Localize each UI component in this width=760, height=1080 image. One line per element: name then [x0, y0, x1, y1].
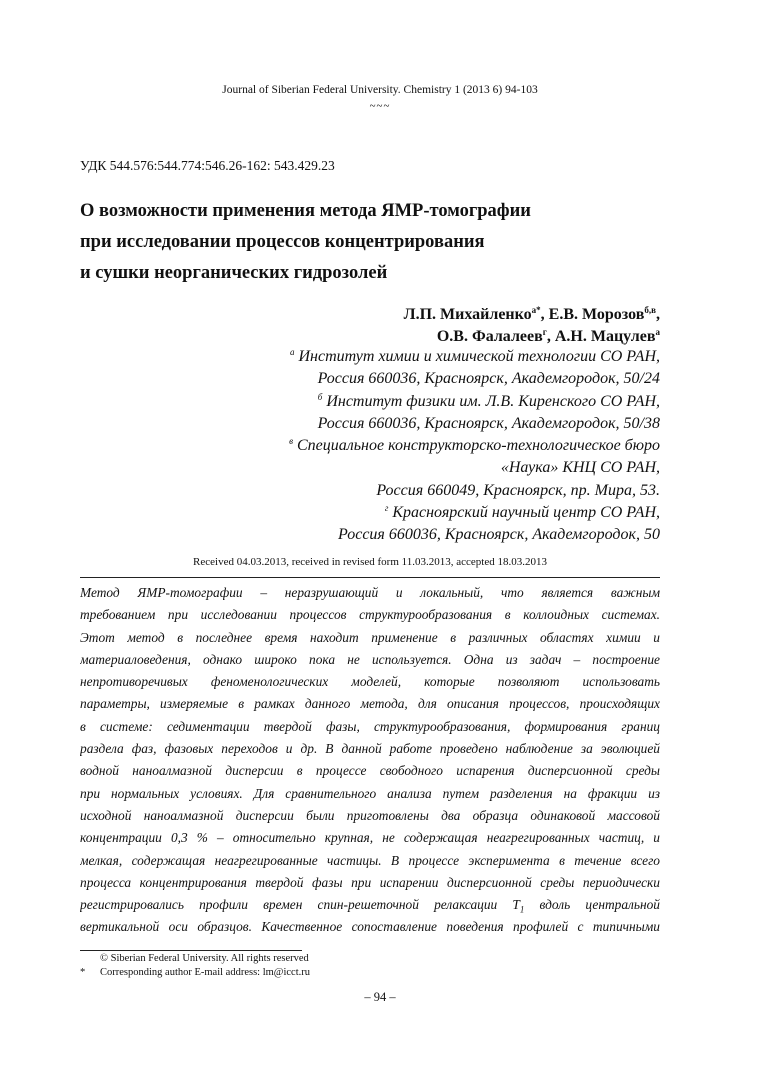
- author-name: , А.Н. Мацулев: [546, 328, 656, 345]
- footnote-mark: *: [80, 967, 86, 978]
- abstract-line: раздела фаз, фазовых переходов и др. В данной работе проведено наблюдение за эволюцией: [80, 741, 660, 757]
- authors-line: [404, 326, 660, 348]
- abstract-text: вдоль центральной: [524, 897, 660, 913]
- footnote-corresponding: [80, 967, 310, 978]
- abstract-line: [80, 894, 660, 916]
- affiliation-line: Россия 660049, Красноярск, пр. Мира, 53.: [376, 481, 660, 499]
- affiliation-text: Институт физики им. Л.В. Киренского СО РАН,: [322, 392, 660, 410]
- udk-code: УДК 544.576:544.774:546.26-162: 543.429.23: [80, 158, 335, 173]
- abstract-line: при нормальных условиях. Для сравнительного анализа путем разделения на фракции из: [80, 785, 660, 801]
- abstract-line: Этот метод в последнее время находит применение в различных областях химии и: [80, 629, 660, 645]
- abstract-line: исходной наноалмазной дисперсии были приготовлены два образца одинаковой массовой: [80, 807, 660, 823]
- abstract-line: Метод ЯМР-томографии – неразрушающий и локальный, что является важным: [80, 585, 660, 600]
- t1-symbol: [512, 897, 525, 915]
- author-affil-mark: б,в: [644, 305, 656, 315]
- affiliation-mark: в: [289, 436, 293, 447]
- title-line: при исследовании процессов концентрирования: [80, 232, 485, 252]
- affiliation-line: [289, 502, 660, 524]
- abstract-line: процесса концентрирования твердой фазы при испарении дисперсионной среды периодически: [80, 874, 660, 890]
- affiliation-mark: г: [384, 503, 389, 514]
- author-name: О.В. Фалалеев: [436, 328, 543, 345]
- affiliation-text: Красноярский научный центр СО РАН,: [388, 504, 660, 522]
- abstract-line: мелкая, содержащая неагрегированные частицы. В процессе эксперимента в течение всего: [80, 852, 660, 868]
- affiliation-line: Россия 660036, Красноярск, Академгородок, 50/38: [317, 414, 660, 432]
- author-affil-mark: а*: [531, 305, 541, 315]
- affiliation-line: «Наука» КНЦ СО РАН,: [500, 459, 660, 477]
- title-line: О возможности применения метода ЯМР-томографии: [80, 201, 531, 221]
- abstract-line: непротиворечивых феноменологических моделей, которые позволяют использовать: [80, 674, 660, 690]
- journal-header: Journal of Siberian Federal University. Chemistry 1 (2013 6) 94-103: [222, 84, 538, 96]
- author-name: , Е.В. Морозов: [540, 306, 645, 323]
- author-separator: ,: [656, 306, 660, 323]
- abstract-text: регистрировались профили времен спин-решеточной релаксации: [80, 897, 513, 913]
- footnote-copyright: [80, 953, 309, 964]
- affiliation-text: Специальное конструкторско-технологическое бюро: [293, 437, 660, 455]
- abstract-line: концентрации 0,3 % – относительно крупная, не содержащая неагрегированных частиц, и: [80, 830, 660, 846]
- affiliation-line: Россия 660036, Красноярск, Академгородок, 50/24: [317, 370, 660, 388]
- affiliation-line: Россия 660036, Красноярск, Академгородок, 50: [338, 526, 660, 544]
- affiliation-text: Институт химии и химической технологии СО РАН,: [294, 348, 660, 365]
- author-affil-mark: а: [655, 327, 660, 337]
- t1-letter: T: [512, 897, 520, 913]
- title-line: и сушки неорганических гидрозолей: [80, 263, 388, 283]
- abstract-line: материаловедения, однако широко пока не используется. Одна из задач – построение: [80, 651, 660, 667]
- affiliations-block: [289, 346, 660, 547]
- footnote-divider: [80, 950, 302, 951]
- abstract-line: в системе: седиментации твердой фазы, структурообразования, формирования границ: [80, 718, 660, 734]
- authors-line: [404, 304, 660, 326]
- authors-block: [404, 304, 660, 348]
- page-number: – 94 –: [364, 990, 396, 1004]
- abstract-line: параметры, измеряемые в рамках данного метода, для описания процессов, происходящих: [80, 696, 660, 712]
- author-affil-mark: г: [542, 327, 547, 337]
- abstract-line: вертикальной оси образцов. Качественное сопоставление поведения профилей с типичными: [80, 919, 660, 935]
- affiliation-line: [289, 346, 660, 368]
- affiliation-mark: б: [317, 391, 323, 402]
- received-dates: Received 04.03.2013, received in revised form 11.03.2013, accepted 18.03.2013: [193, 556, 547, 568]
- article-title: [80, 196, 680, 289]
- affiliation-line: [289, 391, 660, 413]
- t1-subscript: 1: [519, 904, 525, 915]
- header-ornament: ~~~: [369, 100, 391, 112]
- abstract-line: водной наноалмазной дисперсии в процессе свободного испарения дисперсионной среды: [80, 763, 660, 779]
- footnote-text: © Siberian Federal University. All rights reserved: [100, 953, 309, 964]
- author-name: Л.П. Михайленко: [403, 306, 532, 323]
- abstract: [80, 582, 660, 939]
- abstract-divider: [80, 577, 660, 578]
- abstract-line: требованием при исследовании процессов структурообразования в коллоидных системах.: [80, 607, 660, 623]
- affiliation-line: [289, 435, 660, 457]
- footnote-text: Corresponding author E-mail address: lm@icct.ru: [100, 967, 310, 978]
- affiliation-mark: а: [289, 347, 295, 357]
